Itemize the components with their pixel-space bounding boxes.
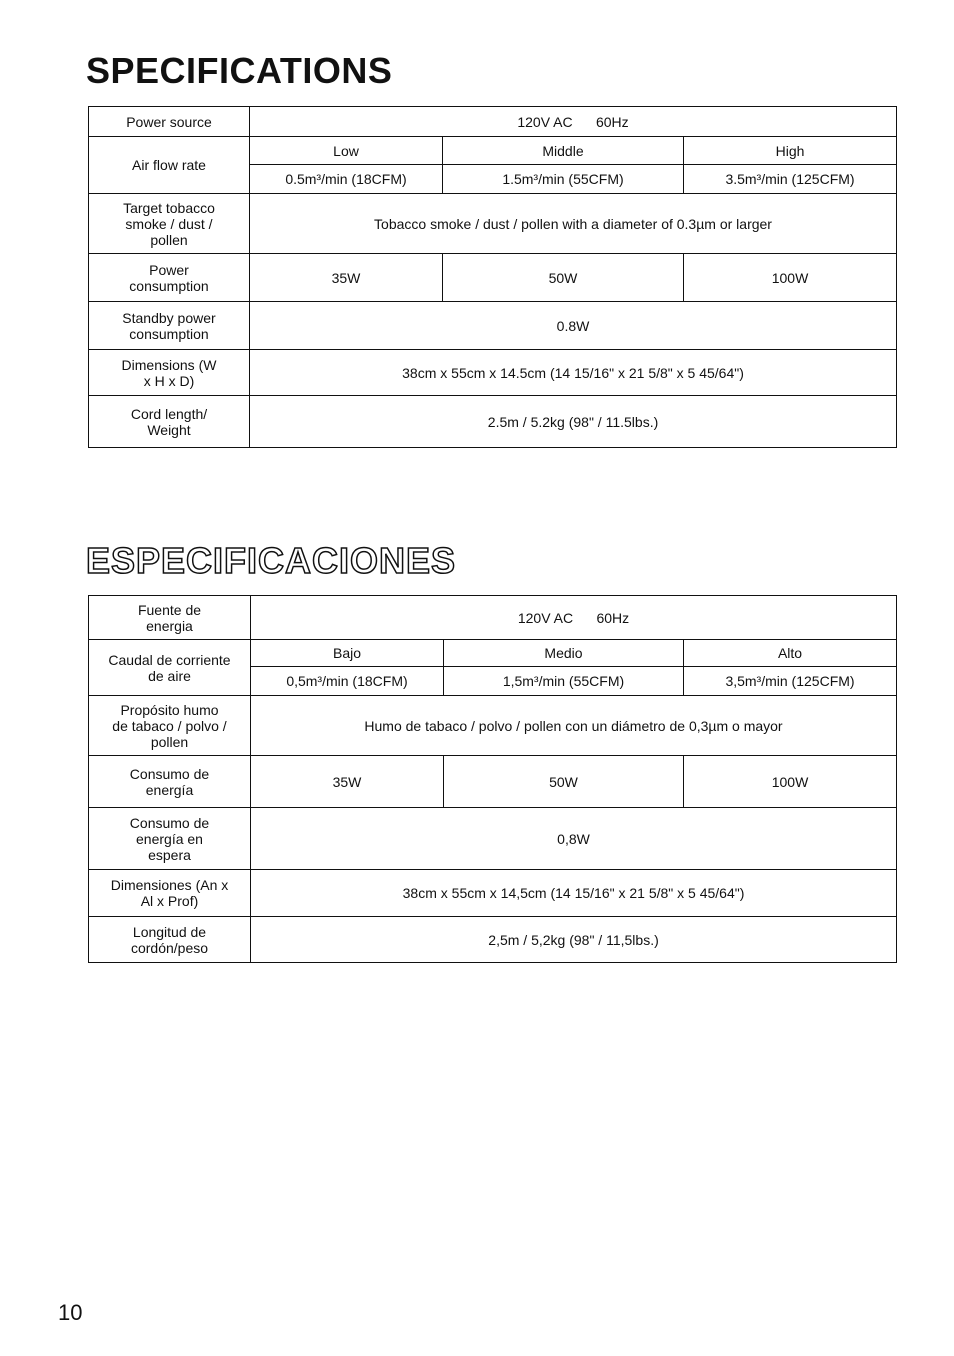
table-row [89, 870, 897, 917]
label-power-source: Power source [89, 107, 250, 137]
label-caudal-de-aire: Caudal de corriente de aire [89, 640, 251, 696]
air-flow-value-low: 0.5m³/min (18CFM) [250, 165, 443, 194]
air-flow-level-middle: Middle [443, 137, 684, 165]
air-flow-value-middle: 1.5m³/min (55CFM) [443, 165, 684, 194]
label-power-consumption: Power consumption [89, 254, 250, 302]
label-consumo-de-energia: Consumo de energía [89, 756, 251, 808]
caudal-value-alto: 3,5m³/min (125CFM) [684, 667, 897, 696]
table-row [89, 107, 897, 137]
page-number: 10 [58, 1300, 83, 1325]
label-consumo-en-espera: Consumo de energía en espera [89, 808, 251, 870]
value-dimensiones: 38cm x 55cm x 14,5cm (14 15/16" x 21 5/8" x 5 45/64") [251, 870, 897, 917]
label-target: Target tobacco smoke / dust / pollen [89, 194, 250, 254]
table-row [89, 917, 897, 963]
table-row [89, 137, 897, 165]
value-power-source: 120V AC 60Hz [250, 107, 897, 137]
consumo-medio: 50W [444, 756, 684, 808]
page-title-spanish: ESPECIFICACIONES [86, 540, 457, 581]
label-cord-weight: Cord length/ Weight [89, 396, 250, 448]
label-proposito: Propósito humo de tabaco / polvo / pollen [89, 696, 251, 756]
value-target: Tobacco smoke / dust / pollen with a diameter of 0.3µm or larger [250, 194, 897, 254]
value-proposito: Humo de tabaco / polvo / pollen con un diámetro de 0,3µm o mayor [251, 696, 897, 756]
table-row [89, 194, 897, 254]
value-consumo-en-espera: 0,8W [251, 808, 897, 870]
power-consumption-high: 100W [684, 254, 897, 302]
value-dimensions: 38cm x 55cm x 14.5cm (14 15/16" x 21 5/8" x 5 45/64") [250, 350, 897, 396]
specifications-table-spanish [88, 595, 897, 963]
page-title-english: SPECIFICATIONS [86, 50, 393, 91]
table-row [89, 756, 897, 808]
label-fuente-de-energia: Fuente de energia [89, 596, 251, 640]
power-consumption-low: 35W [250, 254, 443, 302]
air-flow-level-high: High [684, 137, 897, 165]
table-row [89, 350, 897, 396]
label-air-flow-rate: Air flow rate [89, 137, 250, 194]
caudal-level-alto: Alto [684, 640, 897, 667]
caudal-value-bajo: 0,5m³/min (18CFM) [251, 667, 444, 696]
consumo-alto: 100W [684, 756, 897, 808]
table-row [89, 640, 897, 667]
value-fuente-de-energia: 120V AC 60Hz [251, 596, 897, 640]
value-longitud-peso: 2,5m / 5,2kg (98" / 11,5lbs.) [251, 917, 897, 963]
label-dimensions: Dimensions (W x H x D) [89, 350, 250, 396]
table-row [89, 596, 897, 640]
consumo-bajo: 35W [251, 756, 444, 808]
power-consumption-middle: 50W [443, 254, 684, 302]
table-row [89, 808, 897, 870]
label-dimensiones: Dimensiones (An x Al x Prof) [89, 870, 251, 917]
air-flow-level-low: Low [250, 137, 443, 165]
air-flow-value-high: 3.5m³/min (125CFM) [684, 165, 897, 194]
caudal-level-medio: Medio [444, 640, 684, 667]
label-standby-power: Standby power consumption [89, 302, 250, 350]
caudal-value-medio: 1,5m³/min (55CFM) [444, 667, 684, 696]
table-row [89, 396, 897, 448]
value-cord-weight: 2.5m / 5.2kg (98" / 11.5lbs.) [250, 396, 897, 448]
table-row [89, 302, 897, 350]
value-standby-power: 0.8W [250, 302, 897, 350]
label-longitud-peso: Longitud de cordón/peso [89, 917, 251, 963]
specifications-table-english [88, 106, 897, 448]
table-row [89, 254, 897, 302]
caudal-level-bajo: Bajo [251, 640, 444, 667]
table-row [89, 696, 897, 756]
